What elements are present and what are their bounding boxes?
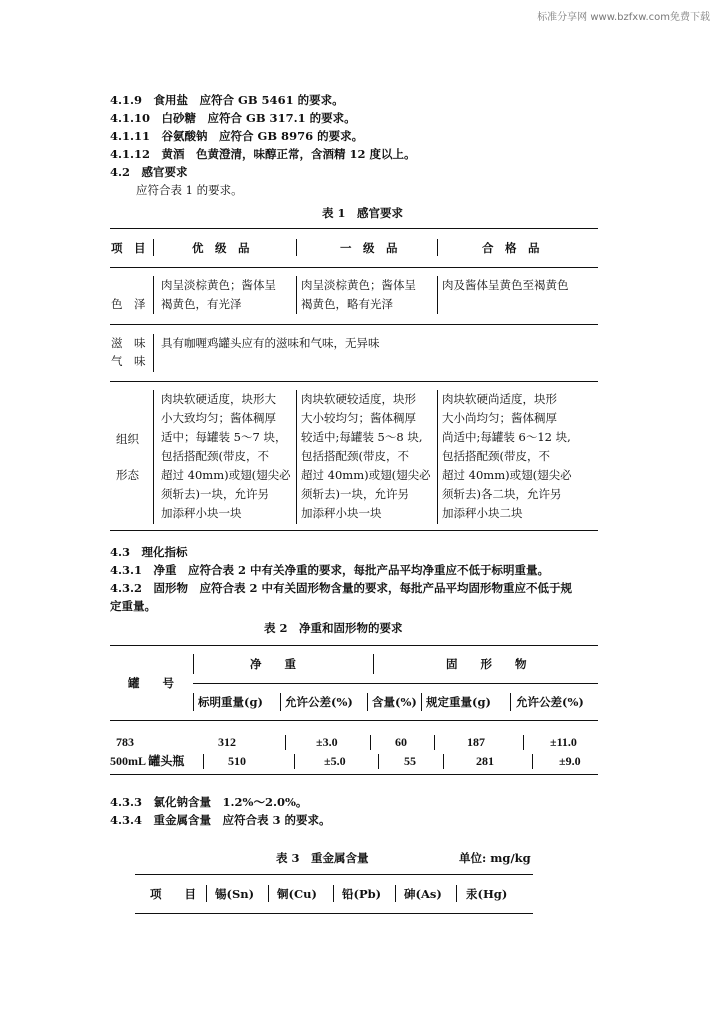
clause-4-3: 4.3 理化指标 xyxy=(110,545,188,559)
table2-row1-net-tol: ±3.0 xyxy=(316,735,338,749)
table1-form-superior-5: 超过 40mm)或翅(翅尖必 xyxy=(161,468,291,482)
table2-row2-net-tol: ±5.0 xyxy=(324,754,346,768)
table1-form-first-6: 须斩去)一块，允许另 xyxy=(301,487,409,501)
table1-form-qualified-7: 加添秤小块二块 xyxy=(442,506,523,520)
table1-form-qualified-4: 包括搭配颈(带皮，不 xyxy=(442,449,550,463)
table1-form-qualified-3: 尚适中;每罐装 6～12 块, xyxy=(442,430,571,444)
table1-label-form-1: 组织 xyxy=(116,432,139,446)
table1-taste-text: 具有咖喱鸡罐头应有的滋味和气味，无异味 xyxy=(161,336,380,350)
table2-sub-content: 含量(%) xyxy=(372,695,417,709)
table1-header-item: 项 目 xyxy=(111,241,146,255)
table1-color-first-2: 褐黄色，略有光泽 xyxy=(301,297,393,311)
clause-4-1-12: 4.1.12 黄酒 色黄澄清，味醇正常，含酒精 12 度以上。 xyxy=(110,147,416,161)
table2-sub-specified-weight: 规定重量(g) xyxy=(426,695,491,709)
table2-caption: 表 2 净重和固形物的要求 xyxy=(264,621,403,635)
table2-row1-labeled: 312 xyxy=(218,735,236,749)
table1-form-first-5: 超过 40mm)或翅(翅尖必 xyxy=(301,468,431,482)
table2-sub-solid-tolerance: 允许公差(%) xyxy=(516,695,584,709)
table2-row1-solid-tol: ±11.0 xyxy=(550,735,577,749)
table2-row2-labeled: 510 xyxy=(228,754,246,768)
table1-form-superior-6: 须斩去)一块，允许另 xyxy=(161,487,269,501)
table2-header-tin: 罐 号 xyxy=(128,676,174,690)
table1-label-color: 色 泽 xyxy=(111,297,146,311)
table2-row2-tin: 500mL 罐头瓶 xyxy=(110,754,185,768)
table3-unit: 单位: mg/kg xyxy=(459,851,531,865)
table1-label-taste-1: 滋 味 xyxy=(111,336,146,350)
table1-label-taste-2: 气 味 xyxy=(111,354,146,368)
clause-4-3-2: 4.3.2 固形物 应符合表 2 中有关固形物含量的要求，每批产品平均固形物重应不低于规 xyxy=(110,581,573,595)
table1-form-superior-7: 加添秤小块一块 xyxy=(161,506,242,520)
table3-header-item: 项 目 xyxy=(150,887,196,901)
table1-caption: 表 1 感官要求 xyxy=(322,206,404,220)
table2-sub-labeled-weight: 标明重量(g) xyxy=(198,695,263,709)
table2-header-net: 净 重 xyxy=(250,657,296,671)
table3-header-hg: 汞(Hg) xyxy=(466,887,508,901)
table1-form-qualified-1: 肉块软硬尚适度，块形 xyxy=(442,392,557,406)
table2-row2-content: 55 xyxy=(404,754,416,768)
table1-form-first-4: 包括搭配颈(带皮，不 xyxy=(301,449,409,463)
clause-4-3-3: 4.3.3 氯化钠含量 1.2%～2.0%。 xyxy=(110,795,308,809)
table1-form-superior-1: 肉块软硬适度，块形大 xyxy=(161,392,276,406)
table1-form-qualified-5: 超过 40mm)或翅(翅尖必 xyxy=(442,468,572,482)
table1-form-superior-4: 包括搭配颈(带皮，不 xyxy=(161,449,269,463)
watermark: 标准分享网 www.bzfxw.com免费下载 xyxy=(537,12,710,23)
table1-header-superior: 优 级 品 xyxy=(192,241,250,255)
table1-color-first-1: 肉呈淡棕黄色；酱体呈 xyxy=(301,278,416,292)
clause-4-2-text: 应符合表 1 的要求。 xyxy=(136,183,243,197)
table1-form-first-7: 加添秤小块一块 xyxy=(301,506,382,520)
clause-4-1-9: 4.1.9 食用盐 应符合 GB 5461 的要求。 xyxy=(110,93,344,107)
table1-label-form-2: 形态 xyxy=(116,468,139,482)
table3-caption: 表 3 重金属含量 xyxy=(276,851,369,865)
clause-4-2: 4.2 感官要求 xyxy=(110,165,188,179)
table2-row2-solid-tol: ±9.0 xyxy=(559,754,581,768)
clause-4-1-10: 4.1.10 白砂糖 应符合 GB 317.1 的要求。 xyxy=(110,111,356,125)
table3-header-pb: 铅(Pb) xyxy=(342,887,382,901)
table1-color-superior-1: 肉呈淡棕黄色；酱体呈 xyxy=(161,278,276,292)
clause-4-3-1: 4.3.1 净重 应符合表 2 中有关净重的要求，每批产品平均净重应不低于标明重量。 xyxy=(110,563,550,577)
table2-row1-specified: 187 xyxy=(467,735,485,749)
table1-form-first-3: 较适中;每罐装 5～8 块, xyxy=(301,430,423,444)
table1-form-superior-2: 小大致均匀；酱体稠厚 xyxy=(161,411,276,425)
table3-header-sn: 锡(Sn) xyxy=(215,887,255,901)
table3-header-cu: 铜(Cu) xyxy=(277,887,317,901)
table2-row1-content: 60 xyxy=(395,735,407,749)
table3-header-as: 砷(As) xyxy=(404,887,442,901)
table2-row1-tin: 783 xyxy=(116,735,134,749)
clause-4-3-2-cont: 定重量。 xyxy=(110,599,156,613)
table1-form-first-1: 肉块软硬较适度，块形 xyxy=(301,392,416,406)
clause-4-1-11: 4.1.11 谷氨酸钠 应符合 GB 8976 的要求。 xyxy=(110,129,364,143)
table1-color-qualified-1: 肉及酱体呈黄色至褐黄色 xyxy=(442,278,569,292)
table2-row2-specified: 281 xyxy=(476,754,494,768)
table1-form-first-2: 大小较均匀；酱体稠厚 xyxy=(301,411,416,425)
clause-4-3-4: 4.3.4 重金属含量 应符合表 3 的要求。 xyxy=(110,813,331,827)
table1-header-first: 一 级 品 xyxy=(340,241,398,255)
table1-form-qualified-2: 大小尚均匀；酱体稠厚 xyxy=(442,411,557,425)
table1-header-qualified: 合 格 品 xyxy=(482,241,540,255)
table1-form-qualified-6: 须斩去)各二块，允许另 xyxy=(442,487,562,501)
table2-sub-net-tolerance: 允许公差(%) xyxy=(285,695,353,709)
table1-form-superior-3: 适中；每罐装 5～7 块， xyxy=(161,430,287,444)
table1-color-superior-2: 褐黄色，有光泽 xyxy=(161,297,242,311)
table2-header-solid: 固 形 物 xyxy=(446,657,527,671)
